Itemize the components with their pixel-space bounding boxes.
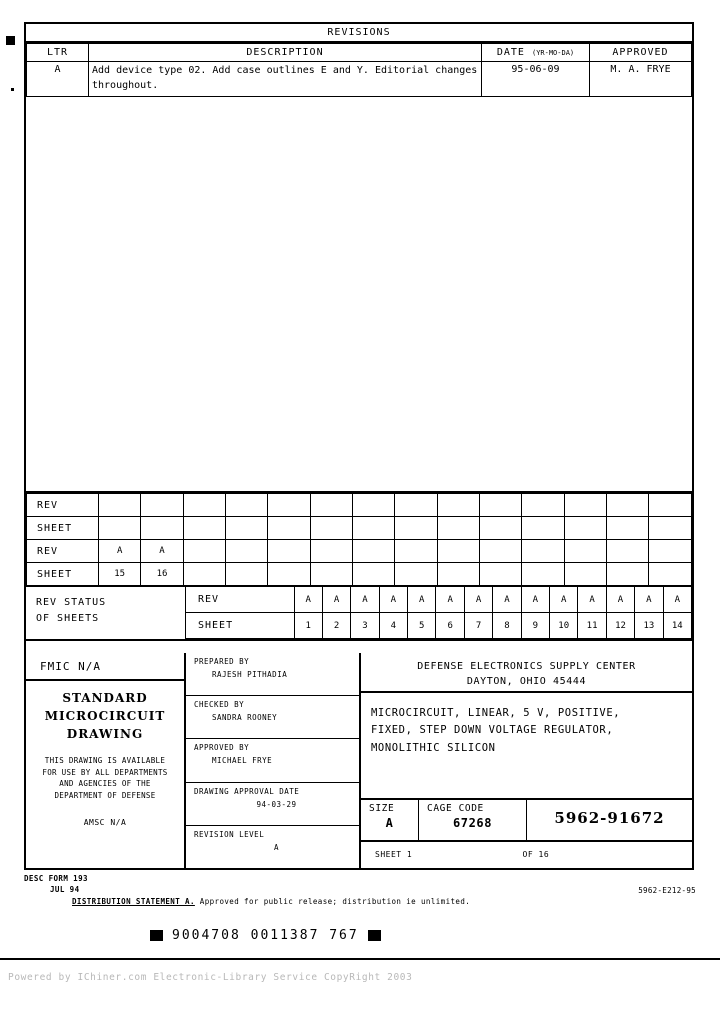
cell [353,517,395,540]
revision-description: Add device type 02. Add case outlines E and Y. Editorial changes throughout. [89,62,482,97]
table-row [27,563,692,586]
title-block-right-column [361,653,692,868]
drawing-description [361,693,692,800]
revisions-header-date-format: (YR-MO-DA) [531,49,575,57]
agency-location: DAYTON, OHIO 45444 [466,676,587,687]
revision-status-block [26,491,692,641]
sheet-total: OF 16 [522,850,550,859]
cell [268,517,310,540]
drawing-number: 5962-91672 [554,809,665,827]
sheet-number-row [361,842,692,868]
table-row [27,517,692,540]
cell [183,540,225,563]
cell [310,540,352,563]
identification-row [361,800,692,842]
table-row [27,540,692,563]
availability-line-1: THIS DRAWING IS AVAILABLE [44,756,166,765]
scan-artifact-2 [11,88,14,91]
cell [480,517,522,540]
cell: A [663,587,691,613]
amsc-field: AMSC N/A [83,817,127,827]
micr-digits: 9004708 0011387 767 [172,928,359,943]
description-line-1: MICROCIRCUIT, LINEAR, 5 V, POSITIVE, [371,707,621,719]
cell: 12 [606,613,634,639]
cell [183,494,225,517]
cell [480,540,522,563]
cell: A [635,587,663,613]
cell [268,494,310,517]
cell [353,563,395,586]
cell [141,494,183,517]
cell [353,494,395,517]
cell [141,517,183,540]
checked-by-value: SANDRA ROONEY [212,713,278,723]
cell [99,517,141,540]
title-block-left-column [26,653,186,868]
cell: A [99,540,141,563]
smd-line-3: DRAWING [66,727,144,741]
cell [564,563,606,586]
cell: 8 [493,613,521,639]
rev-status-label-line1: REV STATUS [36,597,107,608]
availability-line-2: FOR USE BY ALL DEPARTMENTS [42,767,168,777]
cell: 3 [351,613,379,639]
revision-date: 95-06-09 [482,62,590,97]
cell [395,563,437,586]
revision-status-upper-grid [26,493,692,586]
revisions-header-approved: APPROVED [590,44,692,62]
cell: A [436,587,464,613]
revisions-table [26,43,692,97]
cell: A [141,540,183,563]
size-label: SIZE [369,803,395,814]
desc-form-date: JUL 94 [50,885,80,894]
cell: A [464,587,492,613]
cell: 4 [379,613,407,639]
cell: 5 [408,613,436,639]
scan-artifact-1 [6,36,15,45]
cell [437,494,479,517]
drawing-approval-date-value: 94-03-29 [256,799,297,809]
agency-name: DEFENSE ELECTRONICS SUPPLY CENTER [417,661,636,672]
rev-status-of-sheets-table [186,587,692,639]
cell: 11 [578,613,606,639]
distribution-statement [24,897,696,906]
cell [437,563,479,586]
cell [437,517,479,540]
cell [310,517,352,540]
prepared-by-field [186,653,359,696]
cell [226,494,268,517]
rev-status-label-line2: OF SHEETS [36,612,100,624]
row-label-rev: REV [27,540,99,563]
size-value: A [385,816,394,830]
cell: A [550,587,578,613]
cage-code-field [419,800,527,840]
cell: 16 [141,563,183,586]
revisions-block [26,24,692,97]
checked-by-field [186,696,359,739]
library-service-credit: Powered by IChiner.com Electronic-Library Service CopyRight 2003 [8,972,413,983]
fmic-field: FMIC N/A [26,653,184,681]
standard-microcircuit-drawing-panel [26,681,184,868]
title-block [26,653,692,868]
cell [564,494,606,517]
distribution-statement-bold: DISTRIBUTION STATEMENT A. [72,897,195,906]
cage-code-value: 67268 [452,816,493,830]
revisions-header-date: DATE (YR-MO-DA) [482,44,590,62]
cell [607,563,649,586]
cell [310,563,352,586]
cell: A [521,587,549,613]
cell: A [493,587,521,613]
approved-by-label: APPROVED BY [194,743,250,753]
micr-block-right-icon [368,930,381,941]
cell: A [351,587,379,613]
cell [310,494,352,517]
cell [395,517,437,540]
cell: A [379,587,407,613]
cell [395,540,437,563]
desc-form-number: DESC FORM 193 [24,874,88,883]
revisions-header-description: DESCRIPTION [89,44,482,62]
cell [522,494,564,517]
row-label-sheet: SHEET [186,613,294,639]
cell [607,494,649,517]
cell [649,540,692,563]
cell [226,540,268,563]
cell [607,540,649,563]
table-row [27,62,692,97]
revision-level-value: A [273,842,279,852]
cell [226,517,268,540]
drawing-approval-date-label: DRAWING APPROVAL DATE [194,786,300,796]
distribution-statement-text: Approved for public release; distribution ie unlimited. [194,897,471,906]
cell [183,517,225,540]
table-row [186,613,692,639]
description-line-2: FIXED, STEP DOWN VOLTAGE REGULATOR, [371,724,614,737]
cell [522,540,564,563]
row-label-rev: REV [27,494,99,517]
cell [183,563,225,586]
availability-statement [26,755,184,802]
agency-block [361,653,692,693]
cell [353,540,395,563]
checked-by-label: CHECKED BY [194,700,245,710]
table-row [27,494,692,517]
cell [437,540,479,563]
description-line-3: MONOLITHIC SILICON [371,741,496,754]
cell [480,494,522,517]
cell: A [606,587,634,613]
approved-by-value: MICHAEL FRYE [212,756,273,766]
rev-status-of-sheets-label [26,587,186,639]
row-label-sheet: SHEET [27,517,99,540]
rev-status-of-sheets-row [26,586,692,641]
availability-line-4: DEPARTMENT OF DEFENSE [54,790,156,800]
cell [522,517,564,540]
cell: 14 [663,613,691,639]
smd-line-1: STANDARD [62,691,148,705]
drawing-body-blank-area [26,128,692,491]
cage-code-label: CAGE CODE [427,803,484,814]
micr-block-left-icon [150,930,163,941]
cell: 9 [521,613,549,639]
cell [649,517,692,540]
cell: 15 [99,563,141,586]
size-field [361,800,419,840]
cell: A [294,587,322,613]
sheet-current: SHEET 1 [375,850,413,859]
cell: 1 [294,613,322,639]
footer-divider [0,958,720,960]
title-block-signature-column [186,653,361,868]
page-footer [24,874,696,906]
cell [607,517,649,540]
cell: A [408,587,436,613]
revisions-title: REVISIONS [26,24,692,43]
revision-approved-by: M. A. FRYE [590,62,692,97]
cell [649,494,692,517]
row-label-sheet: SHEET [27,563,99,586]
cell [395,494,437,517]
drawing-sheet-frame [24,22,694,870]
cell: 7 [464,613,492,639]
cell [480,563,522,586]
cell: A [322,587,350,613]
table-row [186,587,692,613]
revision-level-field [186,826,359,868]
cell [522,563,564,586]
micr-code-line [150,928,381,943]
cell [649,563,692,586]
availability-line-3: AND AGENCIES OF THE [59,779,151,789]
cell: 6 [436,613,464,639]
cell: A [578,587,606,613]
cell: 10 [550,613,578,639]
revisions-header-row [27,44,692,62]
cell [564,517,606,540]
cell [268,563,310,586]
drawing-approval-date-field [186,783,359,826]
form-code: 5962-E212-95 [638,886,696,895]
cell: 13 [635,613,663,639]
row-label-rev: REV [186,587,294,613]
prepared-by-value: RAJESH PITHADIA [212,670,288,679]
revisions-header-ltr: LTR [27,44,89,62]
approved-by-field [186,739,359,782]
prepared-by-label: PREPARED BY [194,657,250,666]
cell [99,494,141,517]
cell [564,540,606,563]
revision-level-label: REVISION LEVEL [194,829,265,839]
revision-ltr: A [27,62,89,97]
cell: 2 [322,613,350,639]
cell [226,563,268,586]
cell [268,540,310,563]
smd-line-2: MICROCIRCUIT [44,709,166,723]
